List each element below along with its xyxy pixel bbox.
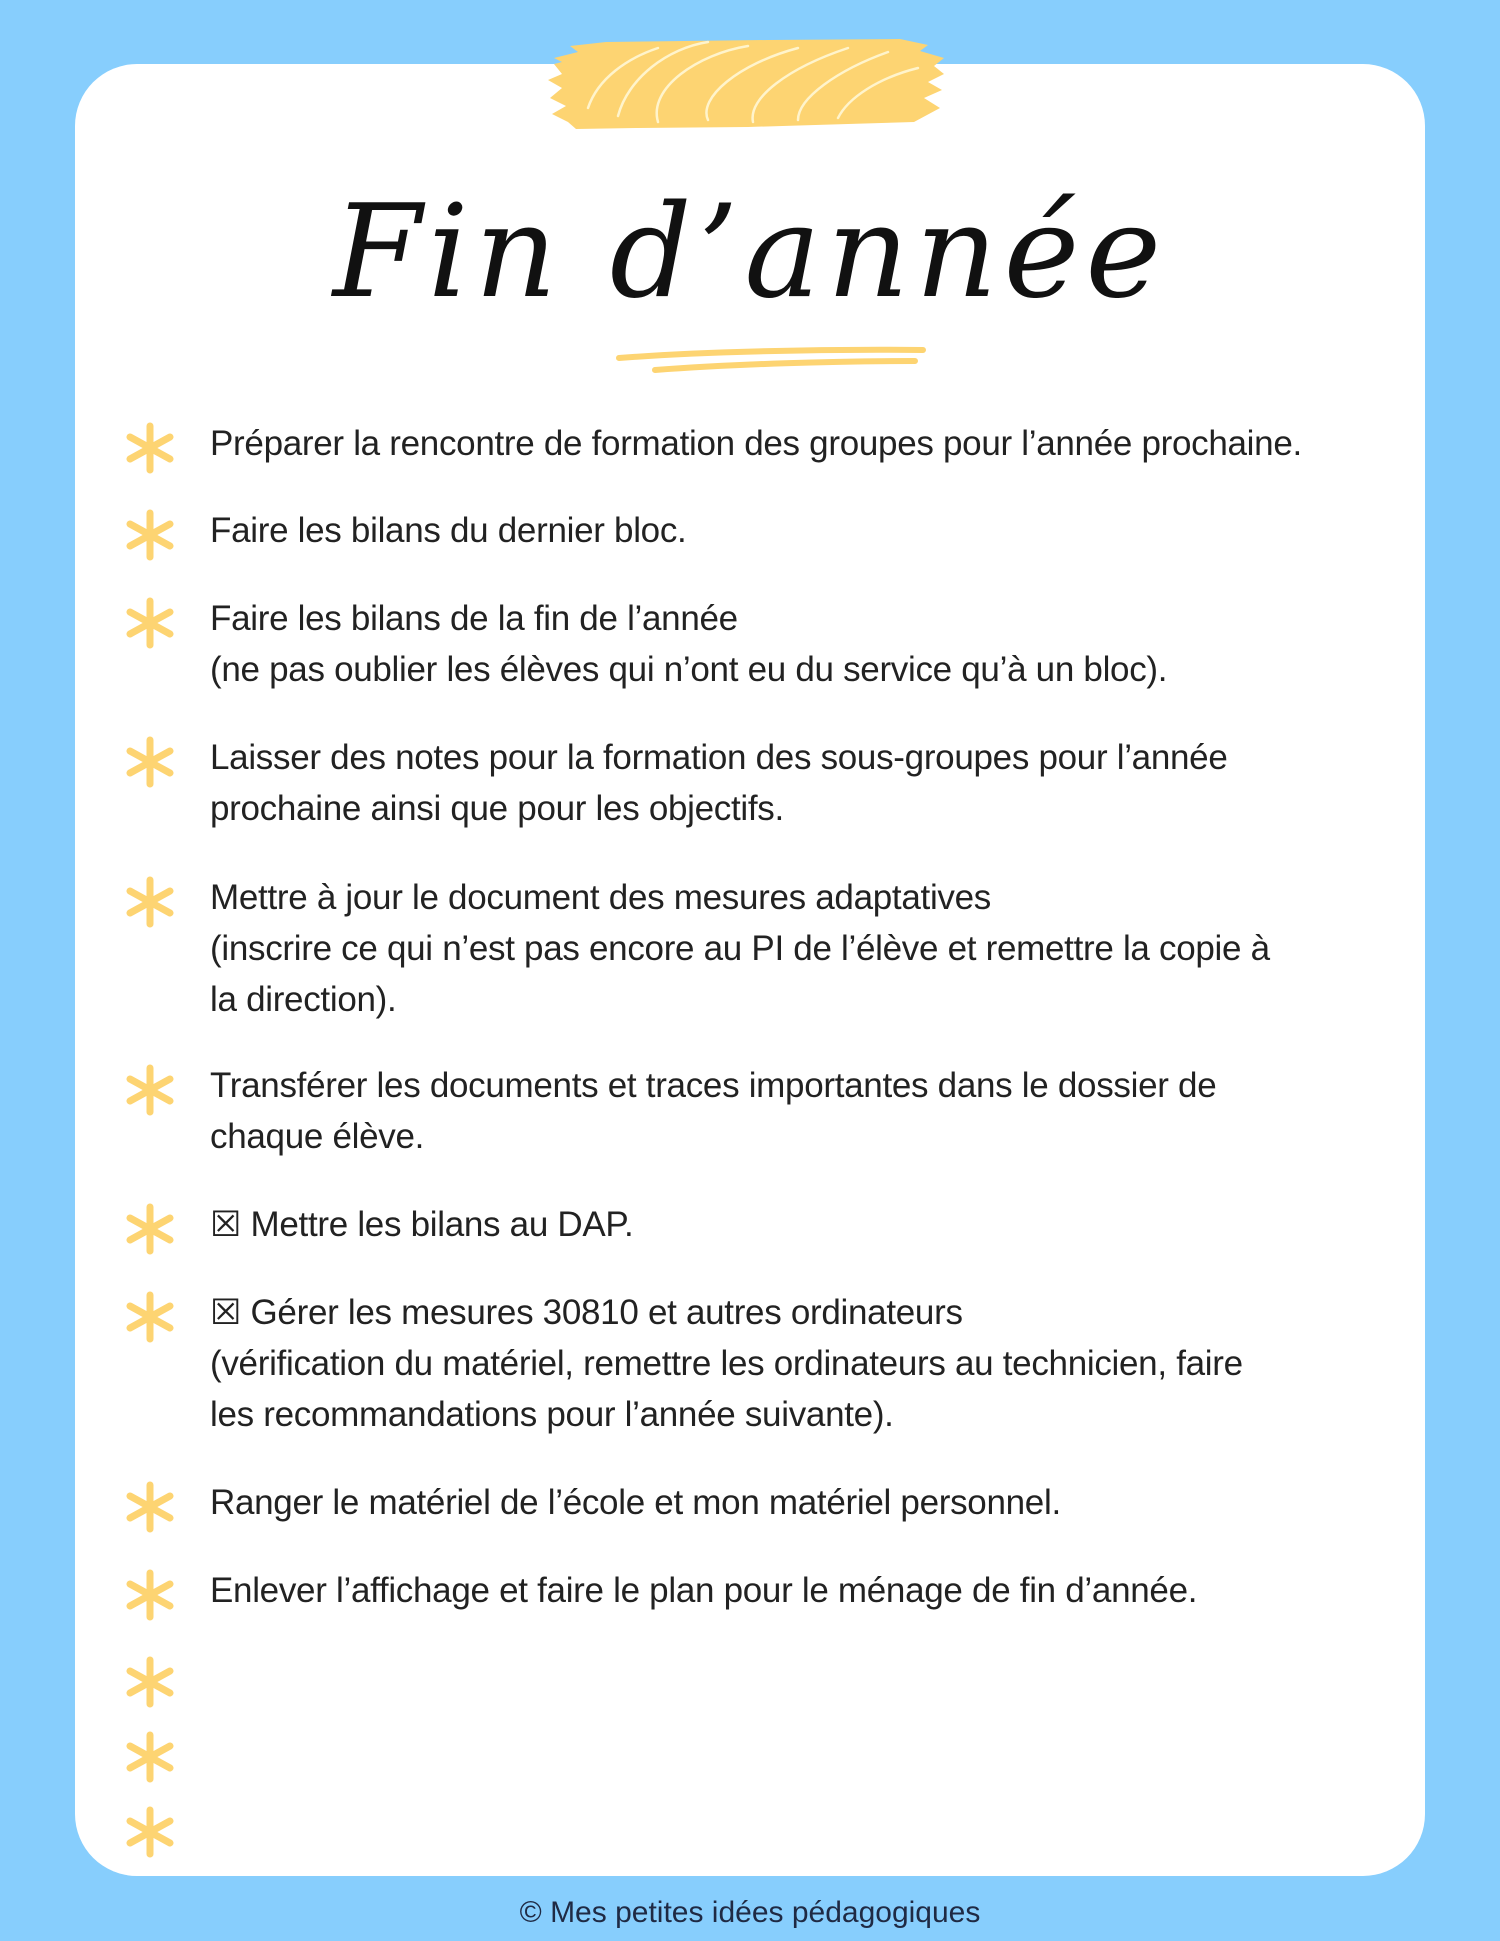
asterisk-icon: [122, 1729, 178, 1785]
asterisk-icon: [122, 1804, 178, 1860]
asterisk-icon: [122, 874, 178, 930]
checklist-item-text: Préparer la rencontre de formation des groupes pour l’année prochaine.: [210, 424, 1302, 463]
asterisk-icon: [122, 1062, 178, 1118]
asterisk-icon: [122, 734, 178, 790]
asterisk-icon: [122, 1567, 178, 1623]
checklist-item-text: Faire les bilans du dernier bloc.: [210, 511, 687, 550]
checklist-item-text: Ranger le matériel de l’école et mon matériel personnel.: [210, 1483, 1061, 1522]
asterisk-icon: [122, 1479, 178, 1535]
checklist-item-text: Mettre à jour le document des mesures adaptatives (inscrire ce qui n’est pas encore au PI de l’élève et remettre la copie à la direction).: [210, 878, 1270, 1019]
title-underline-decoration: [615, 344, 927, 378]
page-title: Fin d’année: [332, 178, 1168, 327]
asterisk-icon: [122, 1289, 178, 1345]
checklist-item-text: Laisser des notes pour la formation des sous-groupes pour l’année prochaine ainsi que pour les objectifs.: [210, 738, 1228, 828]
washi-tape-decoration: [548, 18, 950, 142]
asterisk-icon: [122, 420, 178, 476]
checklist-item-text: ☒ Gérer les mesures 30810 et autres ordinateurs (vérification du matériel, remettre les ordinateurs au technicien, faire les recommandations pour l’année suivante).: [210, 1293, 1243, 1434]
checklist-item-text: Transférer les documents et traces importantes dans le dossier de chaque élève.: [210, 1066, 1217, 1156]
checklist-item-text: ☒ Mettre les bilans au DAP.: [210, 1205, 634, 1244]
asterisk-icon: [122, 595, 178, 651]
asterisk-icon: [122, 1654, 178, 1710]
checklist-item-text: Faire les bilans de la fin de l’année (ne pas oublier les élèves qui n’ont eu du service qu’à un bloc).: [210, 599, 1168, 689]
asterisk-icon: [122, 1201, 178, 1257]
asterisk-icon: [122, 507, 178, 563]
checklist-item-text: Enlever l’affichage et faire le plan pour le ménage de fin d’année.: [210, 1571, 1198, 1610]
copyright-footer: © Mes petites idées pédagogiques: [519, 1896, 981, 1929]
